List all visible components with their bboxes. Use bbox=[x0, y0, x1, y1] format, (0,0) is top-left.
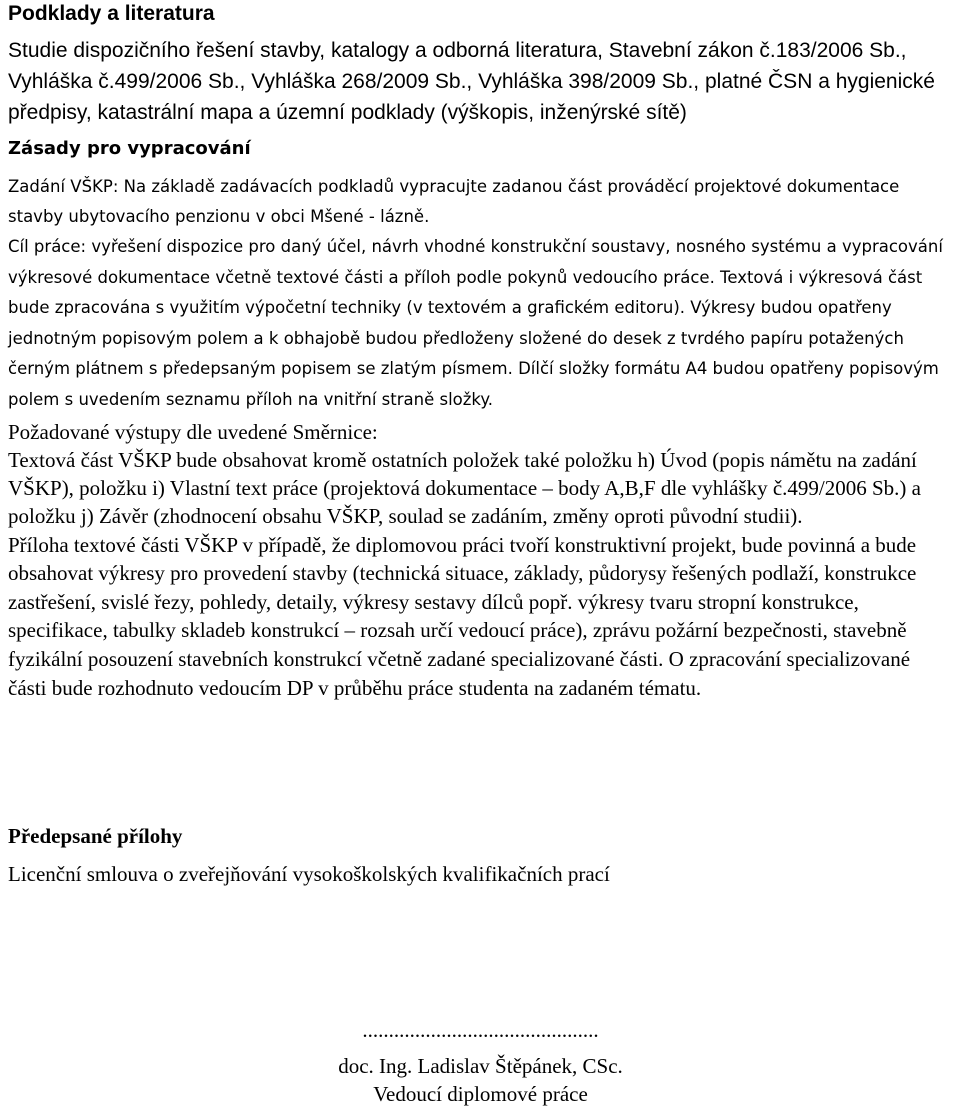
cil-paragraph: Cíl práce: vyřešení dispozice pro daný účel, návrh vhodné konstrukční soustavy, nosného systému a vypracování výkresové dokumentace včetně textové části a příloh podle pokynů vedoucího práce. Textová i výkresová část bude zpracována s využitím výpočetní techniky (v textovém a grafickém editoru). Výkresy budou opatřeny jednotným popisovým polem a k obhajobě budou předloženy složené do desek z tvrdého papíru potažených černým plátnem s předepsaným popisem se zlatým písmem. Dílčí složky formátu A4 budou opatřeny popisovým polem s uvedením seznamu příloh na vnitřní straně složky. bbox=[8, 237, 943, 409]
priloha-paragraph: Příloha textové části VŠKP v případě, že diplomovou práci tvoří konstruktivní projekt, bude povinná a bude obsahovat výkresy pro provedení stavby (technická situace, základy, půdorysy řešených podlaží, konstrukce zastřešení, svislé řezy, pohledy, detaily, výkresy sestavy dílců popř. výkresy tvaru stropní konstrukce, specifikace, tabulky skladeb konstrukcí – rozsah určí vedoucí práce), zprávu požární bezpečnosti, stavebně fyzikální posouzení stavebních konstrukcí včetně zadané specializované části. O zpracování specializované části bude rozhodnuto vedoucím DP v průběhu práce studenta na zadaném tématu. bbox=[8, 532, 917, 700]
signature-line: ............................................. bbox=[362, 1018, 599, 1042]
zasady-body bbox=[8, 172, 953, 702]
signature-role: Vedoucí diplomové práce bbox=[373, 1082, 588, 1106]
pozadovane-paragraph: Požadované výstupy dle uvedené Směrnice: bbox=[8, 419, 378, 444]
textova-paragraph: Textová část VŠKP bude obsahovat kromě ostatních položek také položku h) Úvod (popis námětu na zadání VŠKP), položku i) Vlastní text práce (projektová dokumentace – body A,B,F dle vyhlášky č.499/2006 Sb.) a položku j) Závěr (zhodnocení obsahu VŠKP, soulad se zadáním, změny oproti původní studii). bbox=[8, 448, 921, 529]
prilohy-body: Licenční smlouva o zveřejňování vysokoškolských kvalifikačních prací bbox=[8, 862, 610, 886]
prilohy-heading: Předepsané přílohy bbox=[8, 824, 183, 848]
podklady-heading: Podklady a literatura bbox=[8, 2, 215, 25]
zasady-heading: Zásady pro vypracování bbox=[8, 138, 251, 159]
podklady-body: Studie dispozičního řešení stavby, katalogy a odborná literatura, Stavební zákon č.183/2006 Sb., Vyhláška č.499/2006 Sb., Vyhláška 268/2009 Sb., Vyhláška 398/2009 Sb., platné ČSN a hygienické předpisy, katastrální mapa a územní podklady (výškopis, inženýrské sítě) bbox=[8, 39, 935, 124]
signature-name: doc. Ing. Ladislav Štěpánek, CSc. bbox=[338, 1054, 623, 1078]
zadani-paragraph: Zadání VŠKP: Na základě zadávacích podkladů vypracujte zadanou část prováděcí projektové dokumentace stavby ubytovacího penzionu v obci Mšené - lázně. bbox=[8, 177, 900, 226]
